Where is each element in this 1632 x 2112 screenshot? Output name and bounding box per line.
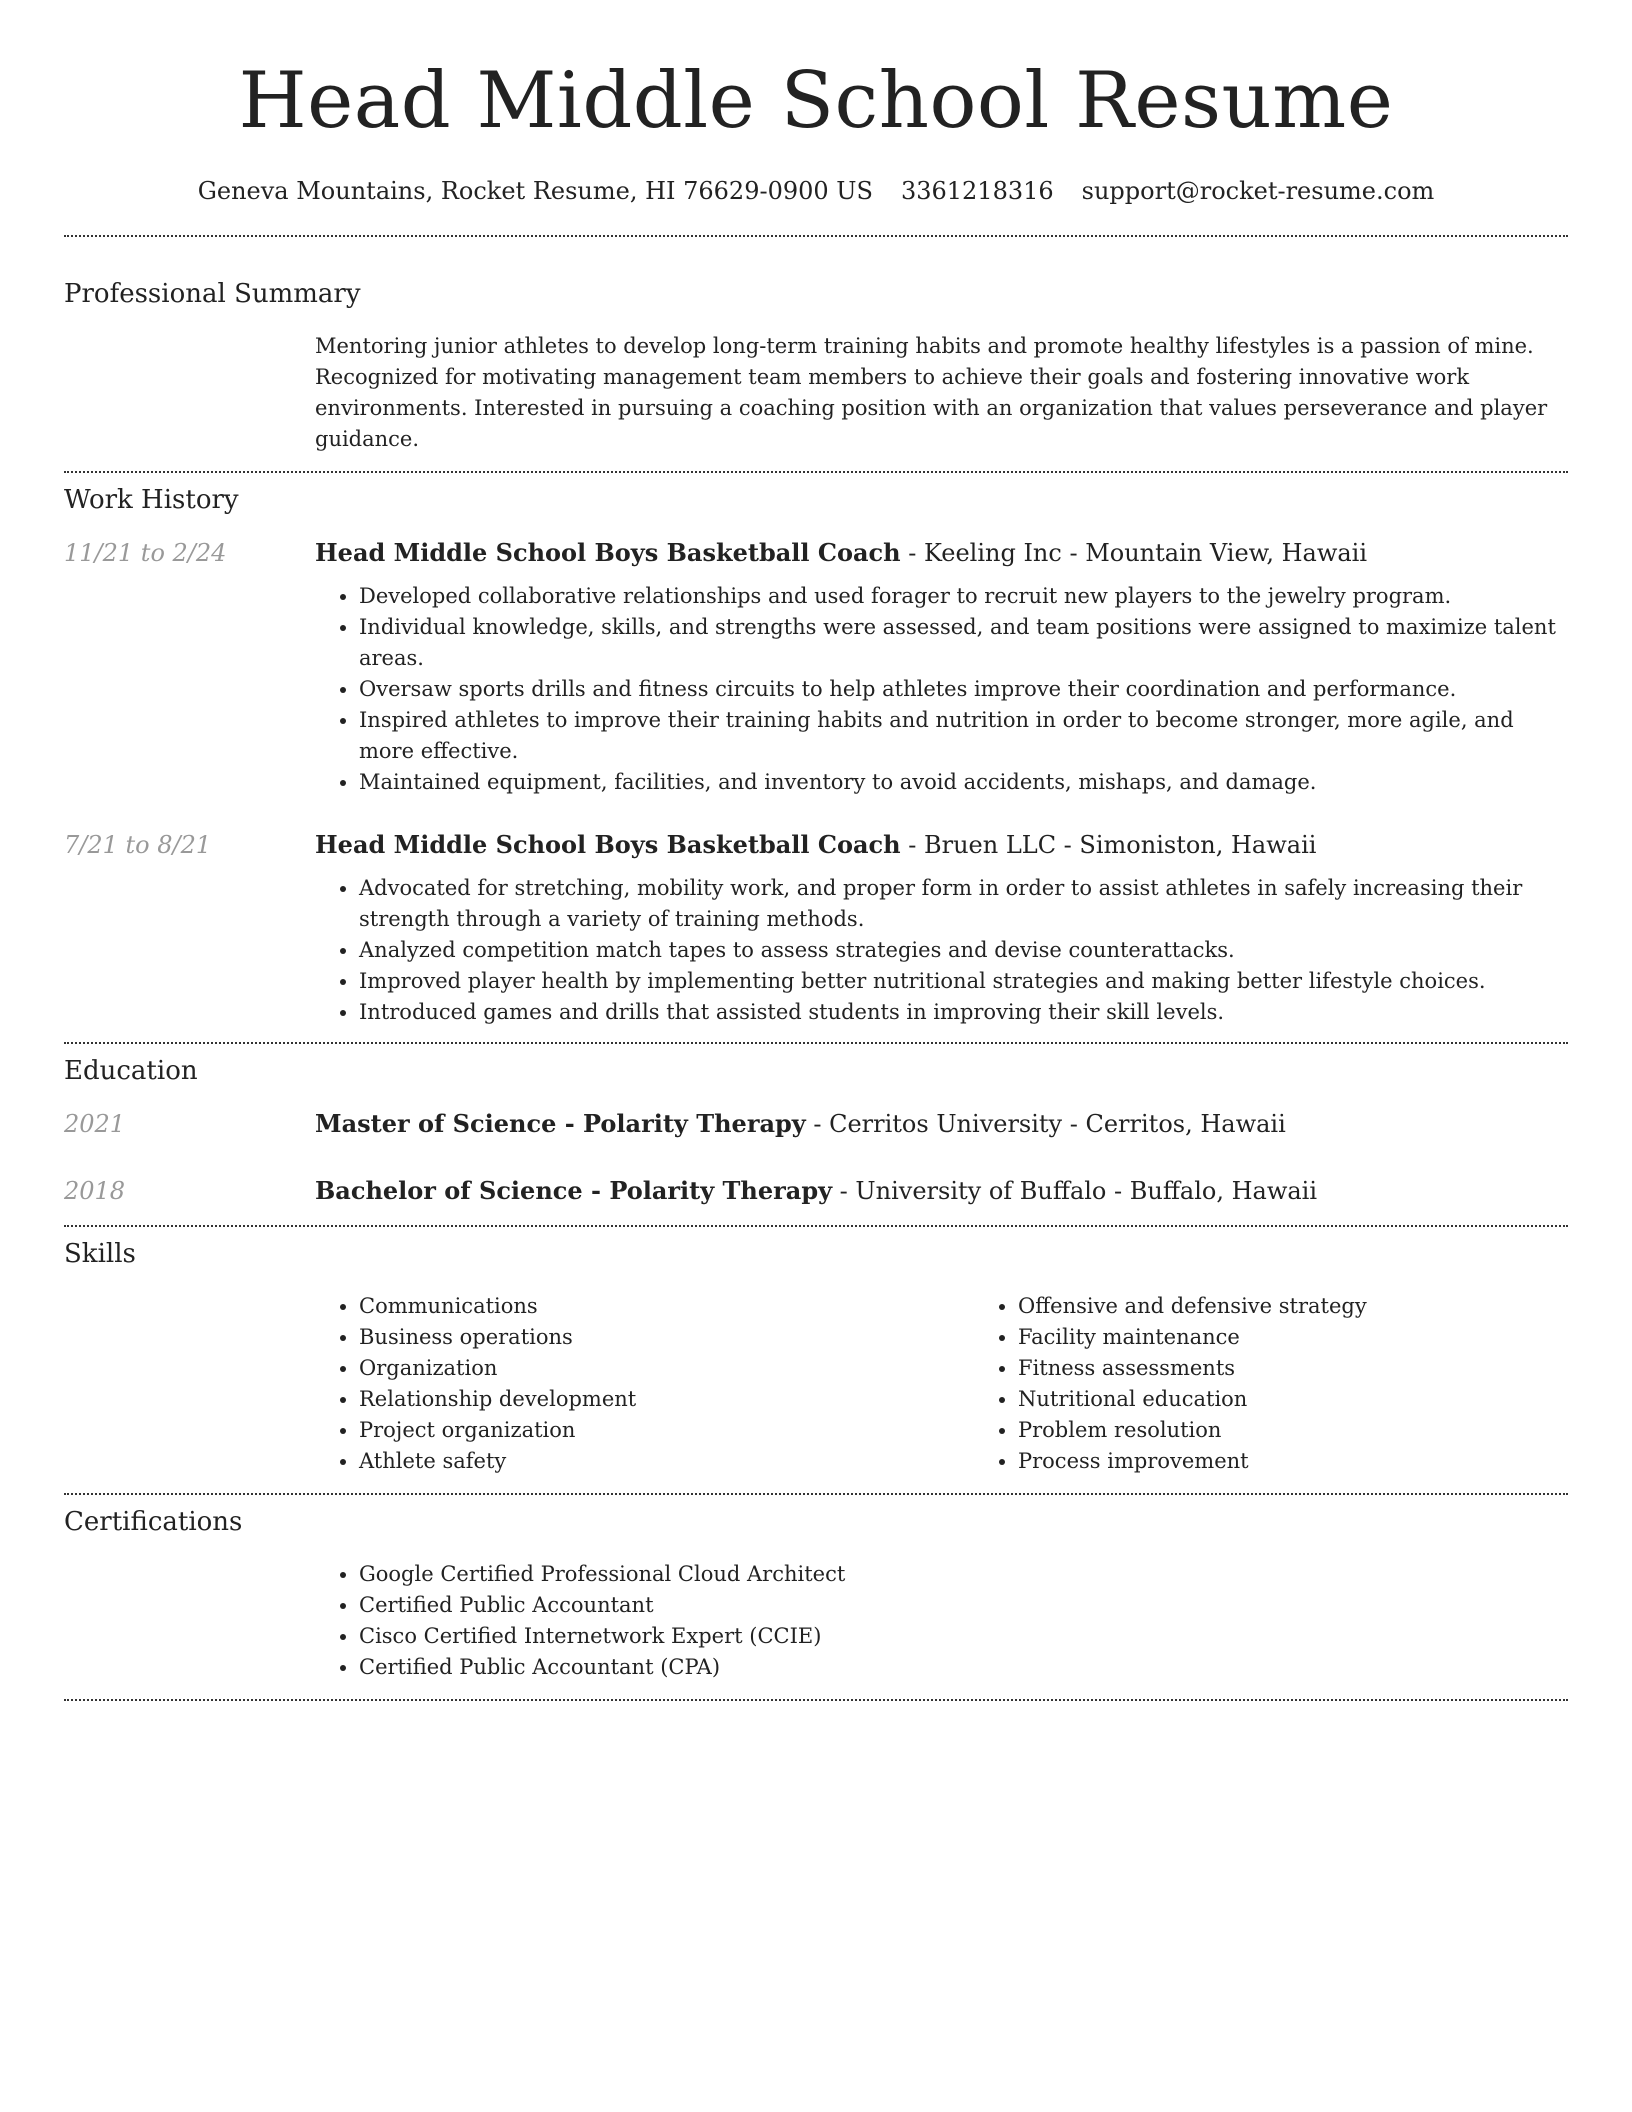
job-bullets — [315, 581, 1568, 798]
contact-phone: 3361218316 — [900, 177, 1054, 205]
job-bullet: • Inspired athletes to improve their training habits and nutrition in order to become stronger, more agile, and more effective. — [359, 705, 1568, 767]
divider — [64, 1493, 1568, 1495]
education-title — [315, 1175, 1568, 1207]
skill-item: • Problem resolution — [1018, 1415, 1632, 1446]
education-year: 2018 — [64, 1177, 126, 1205]
divider — [64, 1225, 1568, 1227]
certification-item: • Certified Public Accountant — [359, 1590, 1568, 1621]
skill-item: • Athlete safety — [359, 1446, 974, 1477]
skill-item: • Offensive and defensive strategy — [1018, 1291, 1632, 1322]
job-bullet: • Oversaw sports drills and fitness circuits to help athletes improve their coordination and performance. — [359, 674, 1568, 705]
education-degree: Bachelor of Science - Polarity Therapy — [315, 1176, 833, 1205]
resume-title: Head Middle School Resume — [238, 56, 1394, 146]
job-bullet: • Improved player health by implementing better nutritional strategies and making better lifestyle choices. — [359, 966, 1568, 997]
education-title — [315, 1108, 1568, 1140]
certification-item: • Cisco Certified Internetwork Expert (CCIE) — [359, 1621, 1568, 1652]
certification-item: • Google Certified Professional Cloud Architect — [359, 1559, 1568, 1590]
job-title — [315, 829, 1568, 861]
section-title-skills: Skills — [64, 1239, 136, 1269]
certifications-section — [64, 1507, 1568, 1683]
skills-list-right — [974, 1291, 1632, 1477]
skill-item: • Fitness assessments — [1018, 1353, 1632, 1384]
skill-item: • Facility maintenance — [1018, 1322, 1632, 1353]
job-entry — [64, 537, 1568, 798]
work-section — [64, 485, 1568, 1028]
skill-item: • Process improvement — [1018, 1446, 1632, 1477]
job-bullet: • Analyzed competition match tapes to assess strategies and devise counterattacks. — [359, 935, 1568, 966]
section-title-education: Education — [64, 1056, 198, 1086]
divider — [64, 1699, 1568, 1701]
education-details: - Cerritos University - Cerritos, Hawaii — [805, 1110, 1286, 1138]
education-details: - University of Buffalo - Buffalo, Hawaii — [832, 1177, 1318, 1205]
job-bullet: • Individual knowledge, skills, and strengths were assessed, and team positions were assigned to maximize talent areas. — [359, 612, 1568, 674]
job-details: - Bruen LLC - Simoniston, Hawaii — [900, 831, 1317, 859]
certifications-list — [315, 1559, 1568, 1683]
section-title-summary: Professional Summary — [64, 279, 361, 309]
skill-item: • Communications — [359, 1291, 974, 1322]
skill-item: • Relationship development — [359, 1384, 974, 1415]
job-position: Head Middle School Boys Basketball Coach — [315, 830, 901, 859]
section-title-certifications: Certifications — [64, 1507, 243, 1537]
education-degree: Master of Science - Polarity Therapy — [315, 1109, 806, 1138]
job-bullets — [315, 873, 1568, 1028]
summary-text: Mentoring junior athletes to develop long-term training habits and promote healthy lifestyles is a passion of mine. Recognized for motivating management team members to achieve their goals and fostering innovative work environments. Interested in pursuing a coaching position with an organization that values perseverance and player guidance. — [315, 334, 1548, 451]
job-bullet: • Advocated for stretching, mobility work, and proper form in order to assist athletes in safely increasing their strength through a variety of training methods. — [359, 873, 1568, 935]
education-section — [64, 1056, 1568, 1207]
skills-section — [64, 1239, 1568, 1477]
job-dates: 7/21 to 8/21 — [64, 831, 212, 859]
skill-item: • Nutritional education — [1018, 1384, 1632, 1415]
education-year: 2021 — [64, 1110, 126, 1138]
contact-email: support@rocket-resume.com — [1081, 177, 1435, 205]
education-entry — [64, 1108, 1568, 1140]
skills-list-left — [315, 1291, 974, 1477]
job-title — [315, 537, 1568, 569]
skill-item: • Project organization — [359, 1415, 974, 1446]
job-bullet: • Introduced games and drills that assisted students in improving their skill levels. — [359, 997, 1568, 1028]
skill-item: • Business operations — [359, 1322, 974, 1353]
divider — [64, 471, 1568, 473]
section-title-work: Work History — [64, 485, 239, 515]
job-entry — [64, 829, 1568, 1028]
certification-item: • Certified Public Accountant (CPA) — [359, 1652, 1568, 1683]
skill-item: • Organization — [359, 1353, 974, 1384]
education-entry — [64, 1175, 1568, 1207]
job-position: Head Middle School Boys Basketball Coach — [315, 538, 901, 567]
contact-line — [64, 177, 1568, 205]
contact-address: Geneva Mountains, Rocket Resume, HI 76629-0900 US — [197, 177, 873, 205]
job-details: - Keeling Inc - Mountain View, Hawaii — [900, 539, 1368, 567]
job-bullet: • Maintained equipment, facilities, and inventory to avoid accidents, mishaps, and damage. — [359, 767, 1568, 798]
divider — [64, 1042, 1568, 1044]
summary-section — [64, 279, 1568, 455]
job-bullet: • Developed collaborative relationships and used forager to recruit new players to the jewelry program. — [359, 581, 1568, 612]
divider — [64, 235, 1568, 237]
job-dates: 11/21 to 2/24 — [64, 539, 227, 567]
